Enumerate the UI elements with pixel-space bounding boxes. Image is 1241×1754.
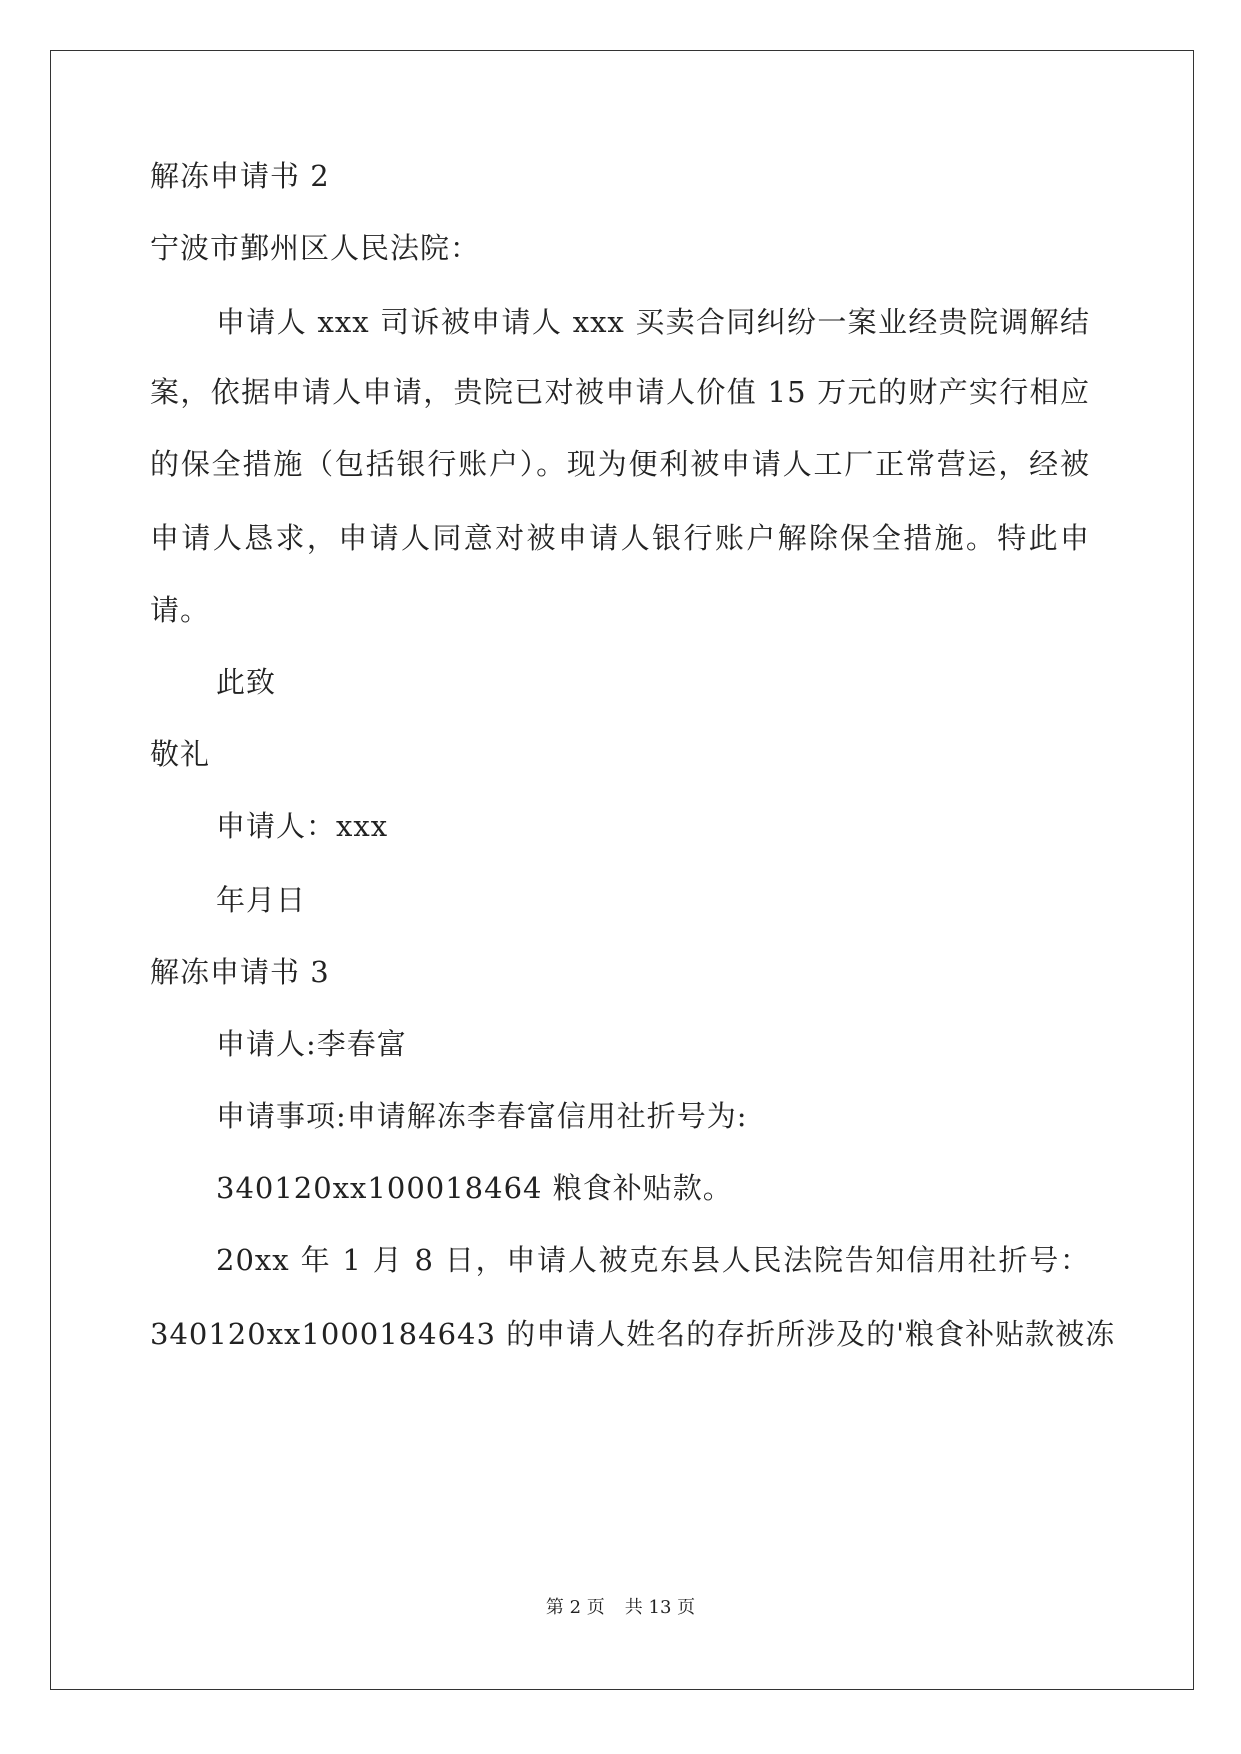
paragraph-line-2: 340120xx1000184643 的申请人姓名的存折所涉及的'粮食补贴款被冻	[150, 1317, 1116, 1351]
body-line-2: 案，依据申请人申请，贵院已对被申请人价值 15 万元的财产实行相应	[150, 375, 1090, 409]
matter-line: 申请事项:申请解冻李春富信用社折号为:	[216, 1099, 748, 1133]
page-footer	[0, 1596, 1241, 1620]
body-line-5: 请。	[150, 593, 211, 627]
closing-regards: 敬礼	[150, 737, 211, 771]
body-line-4: 申请人恳求，申请人同意对被申请人银行账户解除保全措施。特此申	[150, 521, 1090, 555]
page-number: 第 2 页	[545, 1597, 605, 1618]
addressee: 宁波市鄞州区人民法院：	[150, 231, 481, 265]
signature-line: 申请人：xxx	[216, 809, 389, 843]
date-line: 年月日	[216, 883, 307, 917]
paragraph-line-1: 20xx 年 1 月 8 日，申请人被克东县人民法院告知信用社折号：	[216, 1243, 1090, 1277]
applicant-line: 申请人:李春富	[216, 1027, 407, 1061]
body-line-3: 的保全措施（包括银行账户）。现为便利被申请人工厂正常营运，经被	[150, 447, 1090, 481]
closing-salutation: 此致	[216, 665, 277, 699]
section-heading: 解冻申请书 3	[150, 955, 330, 989]
section-heading: 解冻申请书 2	[150, 159, 330, 193]
page-total: 共 13 页	[624, 1597, 696, 1618]
account-line: 340120xx100018464 粮食补贴款。	[216, 1171, 733, 1205]
page-border	[50, 50, 1194, 1690]
body-line-1: 申请人 xxx 司诉被申请人 xxx 买卖合同纠纷一案业经贵院调解结	[216, 305, 1090, 339]
